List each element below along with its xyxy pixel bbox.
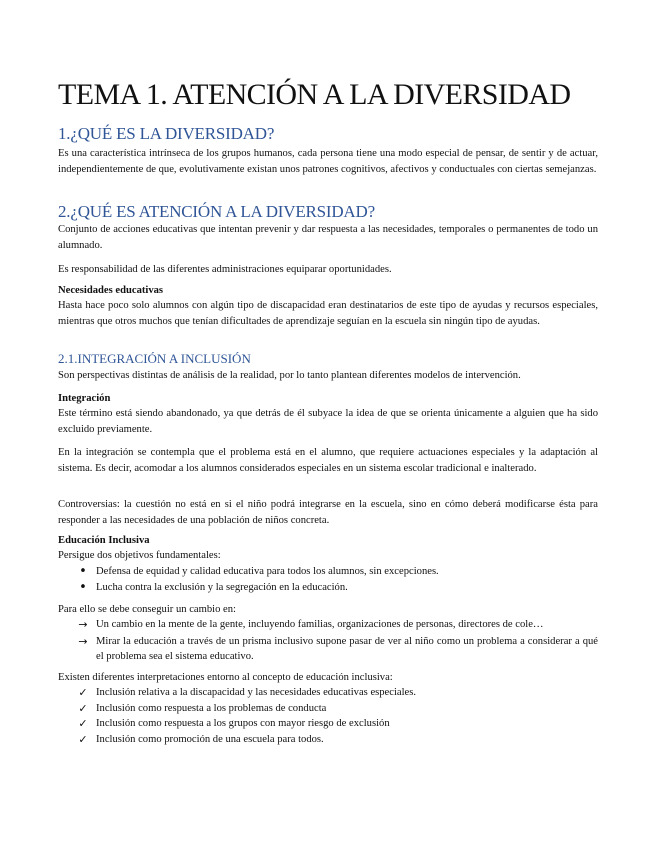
list-item: ✓ Inclusión como respuesta a los grupos con mayor riesgo de exclusión [58, 716, 598, 732]
check-icon: ✓ [78, 701, 88, 715]
list-item: • Defensa de equidad y calidad educativa para todos los alumnos, sin excepciones. [58, 564, 598, 580]
inclusive-education-title: Educación Inclusiva [58, 535, 150, 546]
interpretations-intro: Existen diferentes interpretaciones entorno al concepto de educación inclusiva: [58, 672, 393, 683]
list-item: ✓ Inclusión relativa a la discapacidad y las necesidades educativas especiales. [58, 685, 598, 701]
list-item: → Mirar la educación a través de un prisma inclusivo supone pasar de ver al niño como un problema a considerar a qué el problema sea el sistema educativo. [58, 634, 598, 665]
section-2-heading: 2.¿QUÉ ES ATENCIÓN A LA DIVERSIDAD? [58, 202, 375, 221]
needs-title: Necesidades educativas [58, 285, 164, 296]
bullet-icon: • [79, 564, 87, 579]
bullet-icon: • [79, 579, 87, 595]
integration-title: Integración [58, 393, 111, 404]
change-intro: Para ello se debe conseguir un cambio en: [58, 604, 236, 615]
changes-list [58, 617, 598, 665]
list-item: → Un cambio en la mente de la gente, incluyendo familias, organizaciones de personas, directores de cole… [58, 617, 598, 633]
integration-text-2: En la integración se contempla que el problema está en el alumno, que requiere actuaciones especiales y la adaptación al sistema. Es decir, acomodar a los alumnos considerados especiales en un sistema escolar tradicional e inalterado. [58, 447, 598, 474]
section-1-text: Es una característica intrínseca de los grupos humanos, cada persona tiene una modo especial de pensar, de sentir y de actuar, independientemente de que, evolutivamente existan unos patrones cognitivos, afectivos y conductuales con ciertas semejanzas. [58, 148, 598, 175]
check-icon: ✓ [78, 717, 88, 731]
objectives-list [58, 564, 598, 595]
check-icon: ✓ [78, 686, 88, 699]
list-item: • Lucha contra la exclusión y la segregación en la educación. [58, 580, 598, 596]
list-item: ✓ Inclusión como promoción de una escuela para todos. [58, 732, 598, 748]
controversy-text: Controversias: la cuestión no está en si el niño podrá integrarse en la escuela, sino en cómo deberá modificarse ésta para responder a las necesidades de una población de niños concreta. [58, 499, 598, 526]
list-item: ✓ Inclusión como respuesta a los problemas de conducta [58, 701, 598, 717]
section-2-1-heading: 2.1.INTEGRACIÓN A INCLUSIÓN [58, 351, 251, 366]
needs-text: Hasta hace poco solo alumnos con algún tipo de discapacidad eran destinatarios de este tipo de ayudas y recursos especiales, mientras que otros muchos que tenían dificultades de aprendizaje seguían en la escuela sin ningún tipo de ayudas. [58, 300, 598, 327]
section-2-text-2: Es responsabilidad de las diferentes administraciones equiparar oportunidades. [58, 264, 392, 275]
arrow-icon: → [78, 618, 88, 631]
page-title: TEMA 1. ATENCIÓN A LA DIVERSIDAD [58, 78, 571, 111]
section-2-text-1: Conjunto de acciones educativas que intentan prevenir y dar respuesta a las necesidades, temporales o permanentes de todo un alumnado. [58, 224, 598, 251]
section-2-1-intro: Son perspectivas distintas de análisis de la realidad, por lo tanto plantean diferentes modelos de intervención. [58, 370, 521, 381]
arrow-icon: → [78, 634, 88, 648]
section-1-heading: 1.¿QUÉ ES LA DIVERSIDAD? [58, 124, 275, 143]
inclusive-education-intro: Persigue dos objetivos fundamentales: [58, 550, 221, 561]
integration-text-1: Este término está siendo abandonado, ya que detrás de él subyace la idea de que se orienta únicamente a alguien que ha sido excluido previamente. [58, 408, 598, 435]
interpretations-list [58, 685, 598, 747]
check-icon: ✓ [78, 732, 88, 746]
